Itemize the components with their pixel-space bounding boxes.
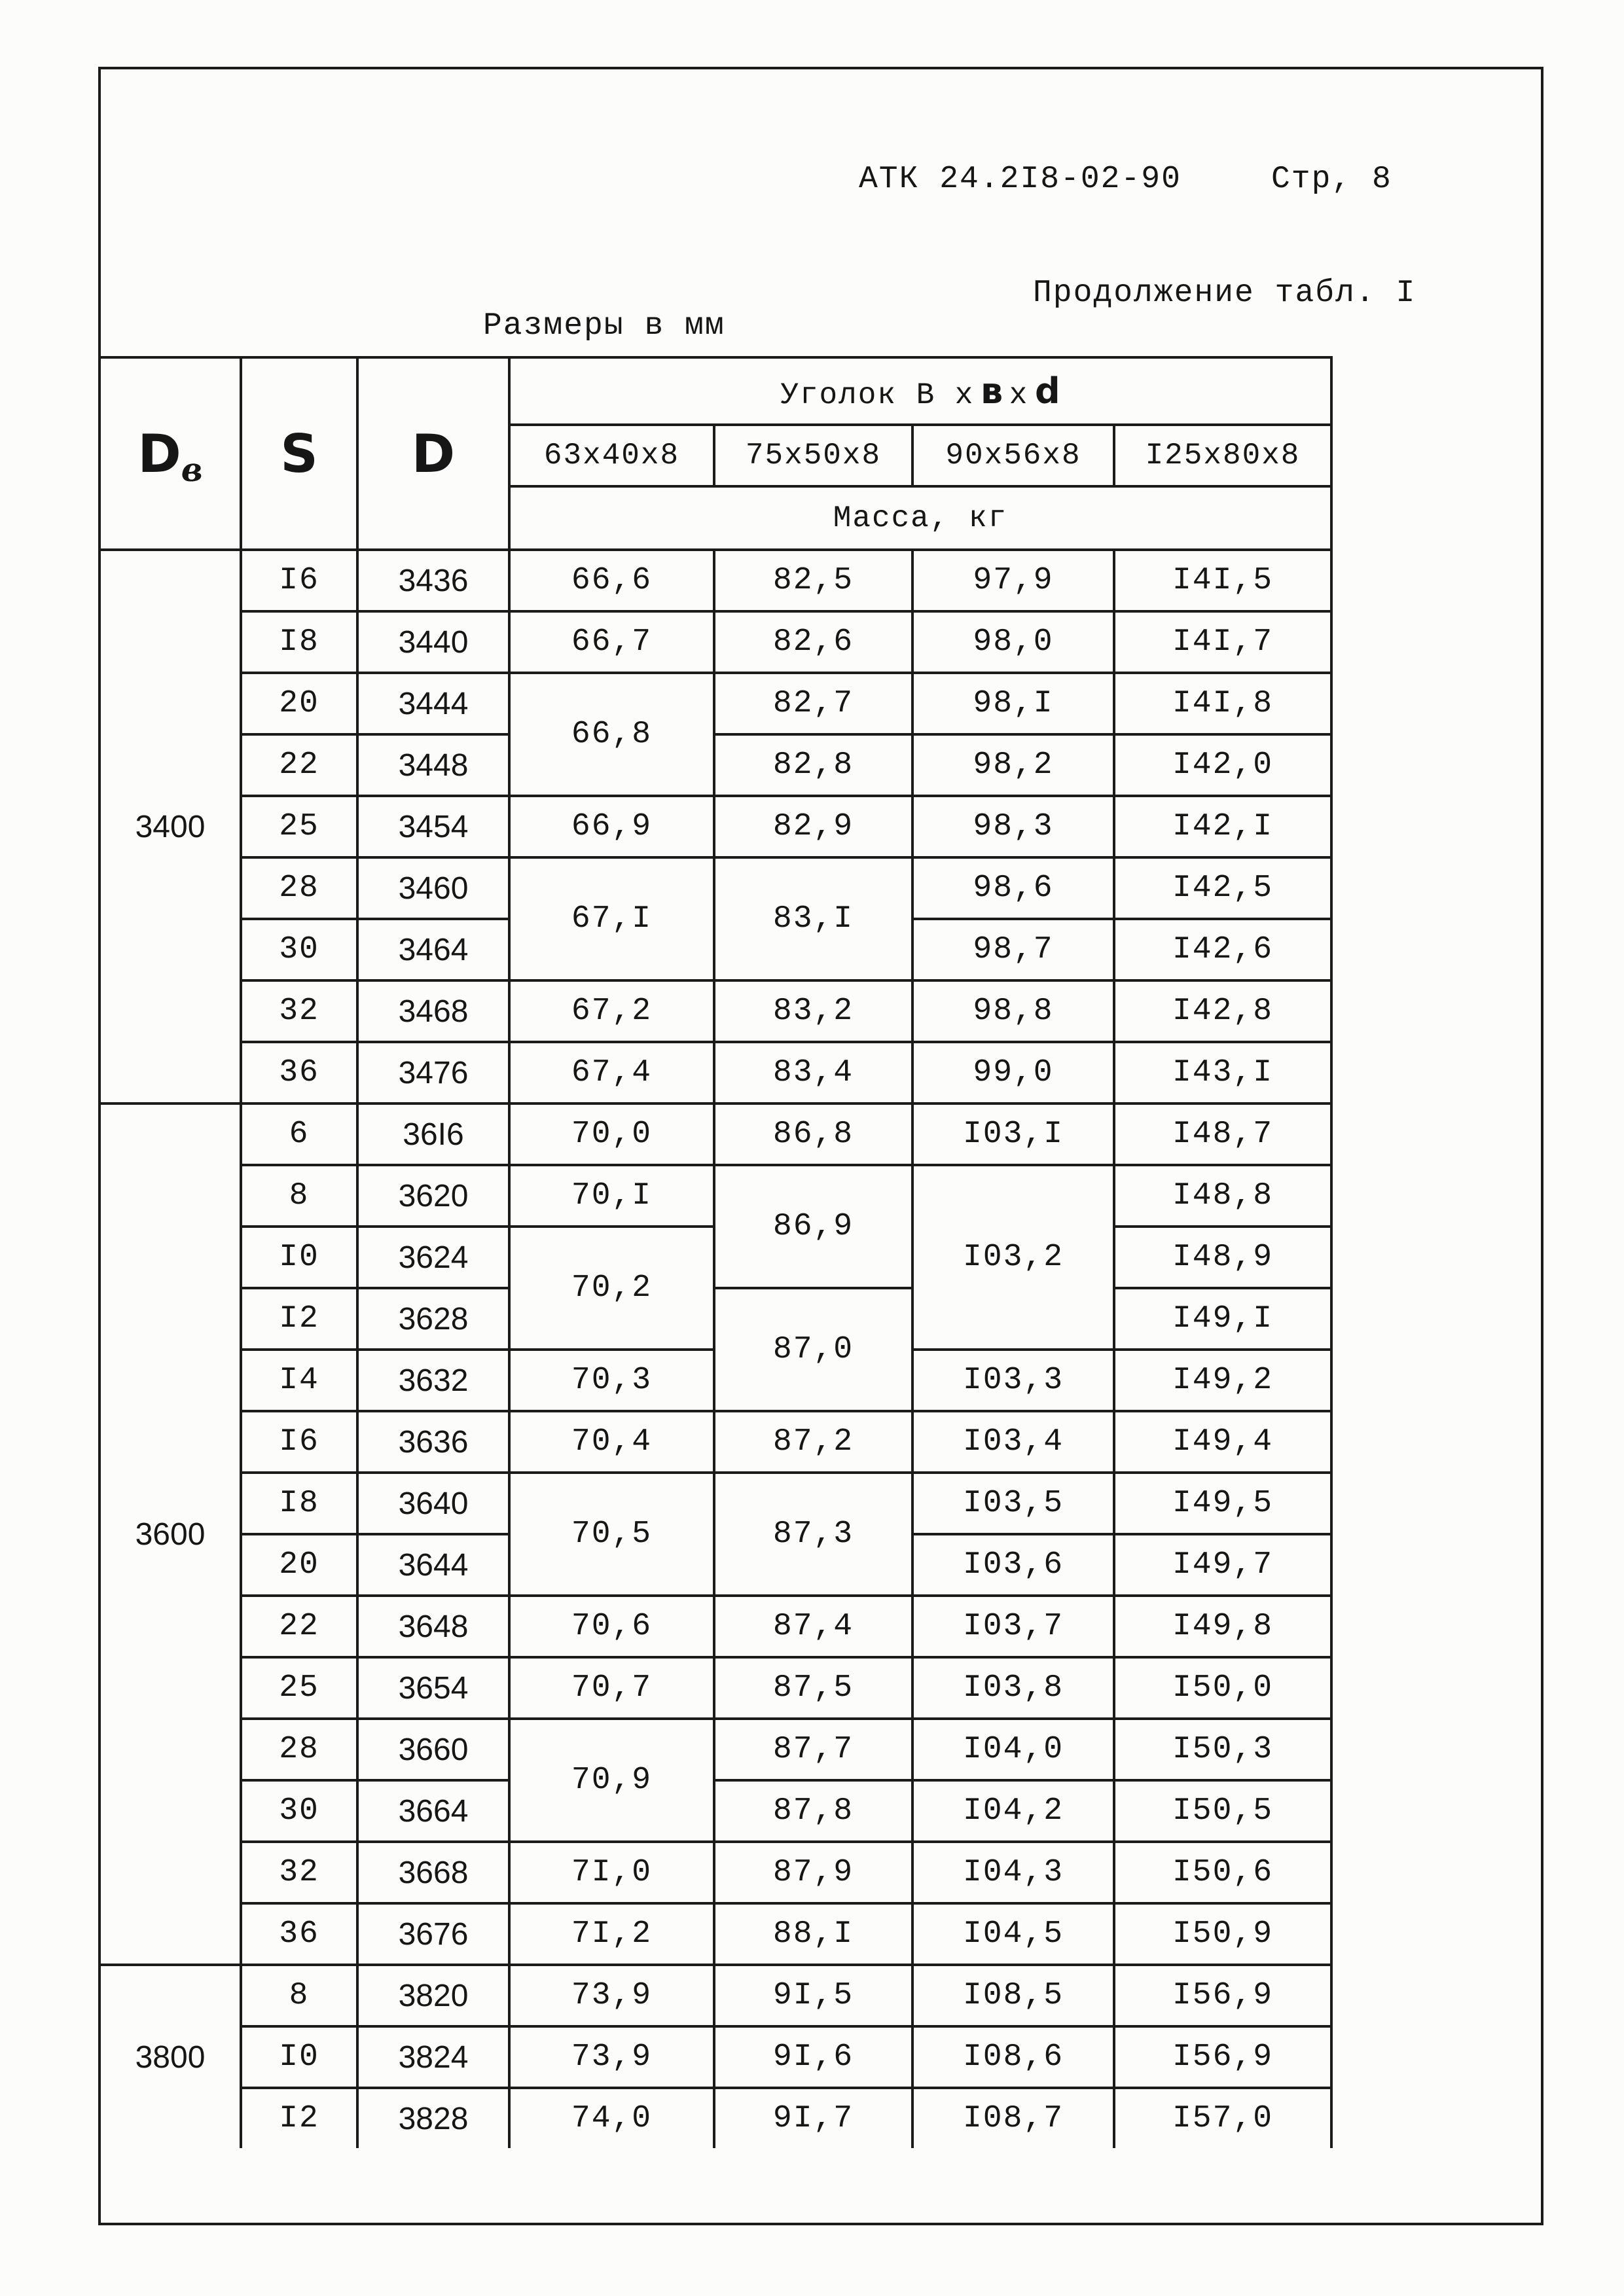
d-cell: 3624 [356,1225,508,1287]
mass-cell: 87,9 [713,1840,911,1902]
mass-cell: I50,6 [1113,1840,1333,1902]
page-number: Стр, 8 [1271,162,1392,197]
table-row [98,2087,1333,2148]
mass-cell: 70,I [508,1164,713,1225]
table-row [98,1041,1333,1102]
mass-cell: 9I,5 [713,1964,911,2025]
size-header: I25x80x8 [1113,423,1333,485]
mass-cell: 66,6 [508,548,713,610]
mass-cell: 98,0 [911,610,1113,672]
d-cell: 3820 [356,1964,508,2025]
mass-cell: 82,7 [713,672,911,733]
mass-cell: 7I,2 [508,1902,713,1964]
d-cell: 3644 [356,1533,508,1594]
mass-table [98,356,1333,2148]
mass-cell: 88,I [713,1902,911,1964]
d-cell: 3628 [356,1287,508,1348]
mass-cell: I08,5 [911,1964,1113,2025]
table-row [98,610,1333,672]
mass-cell: I48,9 [1113,1225,1333,1287]
table-row [98,1964,1333,2025]
mass-cell: 9I,6 [713,2025,911,2087]
dv-cell: 3600 [98,1102,240,1964]
mass-cell: I4I,7 [1113,610,1333,672]
mass-cell: 82,9 [713,795,911,856]
s-cell: I8 [240,610,356,672]
s-cell: I2 [240,1287,356,1348]
mass-cell: 98,6 [911,856,1113,918]
mass-label: Масса, кг [508,485,1333,548]
table-row [98,1779,1333,1840]
mass-cell: I42,5 [1113,856,1333,918]
s-cell: 8 [240,1964,356,2025]
mass-cell: I50,3 [1113,1717,1333,1779]
d-cell: 3824 [356,2025,508,2087]
s-cell: 36 [240,1041,356,1102]
s-cell: 36 [240,1902,356,1964]
s-cell: I4 [240,1348,356,1410]
s-cell: I6 [240,548,356,610]
mass-cell: 98,8 [911,979,1113,1041]
table-row [98,1102,1333,1164]
mass-cell: 87,2 [713,1410,911,1471]
mass-cell: 67,4 [508,1041,713,1102]
mass-cell: I42,6 [1113,918,1333,979]
mass-cell: 87,8 [713,1779,911,1840]
mass-cell: 83,4 [713,1041,911,1102]
header-row [98,356,1333,423]
mass-cell: I04,2 [911,1779,1113,1840]
mass-cell: 86,9 [713,1164,911,1287]
mass-cell: 83,2 [713,979,911,1041]
s-cell: I2 [240,2087,356,2148]
mass-cell: 82,5 [713,548,911,610]
s-cell: 20 [240,672,356,733]
s-cell: I6 [240,1410,356,1471]
mass-cell: 97,9 [911,548,1113,610]
mass-cell: 87,3 [713,1471,911,1594]
angle-title: Уголок В х [780,378,975,412]
table-row [98,1840,1333,1902]
mass-cell: I56,9 [1113,1964,1333,2025]
d-cell: 36I6 [356,1102,508,1164]
d-cell: 3632 [356,1348,508,1410]
mass-cell: 98,7 [911,918,1113,979]
mass-cell: I03,8 [911,1656,1113,1717]
mass-cell: 87,5 [713,1656,911,1717]
mass-cell: I03,4 [911,1410,1113,1471]
d-cell: 3620 [356,1164,508,1225]
mass-cell: I48,8 [1113,1164,1333,1225]
mass-cell: I42,0 [1113,733,1333,795]
d-cell: 3440 [356,610,508,672]
header-s [240,356,356,548]
d-cell: 3464 [356,918,508,979]
header-s-label: S [280,423,318,484]
s-cell: 22 [240,1594,356,1656]
mass-cell: I03,3 [911,1348,1113,1410]
table-row [98,1594,1333,1656]
angle-d: d [1035,370,1060,412]
d-cell: 3468 [356,979,508,1041]
s-cell: 30 [240,1779,356,1840]
d-cell: 3660 [356,1717,508,1779]
header-d-label: D [411,423,456,484]
mass-cell: I42,I [1113,795,1333,856]
header-dv [98,356,240,548]
d-cell: 3448 [356,733,508,795]
mass-cell: 70,0 [508,1102,713,1164]
d-cell: 3460 [356,856,508,918]
table-row [98,1287,1333,1348]
mass-cell: 7I,0 [508,1840,713,1902]
mass-cell: I49,8 [1113,1594,1333,1656]
mass-cell: 70,4 [508,1410,713,1471]
s-cell: 25 [240,1656,356,1717]
table-row [98,856,1333,918]
mass-cell: I56,9 [1113,2025,1333,2087]
mass-cell: I03,5 [911,1471,1113,1533]
mass-cell: 87,4 [713,1594,911,1656]
mass-cell: 98,2 [911,733,1113,795]
header-dv-main: D [137,423,181,484]
d-cell: 3676 [356,1902,508,1964]
mass-cell: 70,7 [508,1656,713,1717]
mass-cell: 70,5 [508,1471,713,1594]
s-cell: I0 [240,1225,356,1287]
header-d [356,356,508,548]
d-cell: 3828 [356,2087,508,2148]
mass-cell: 98,I [911,672,1113,733]
mass-cell: 70,9 [508,1717,713,1840]
mass-cell: 87,7 [713,1717,911,1779]
table-row [98,1164,1333,1225]
doc-code: АТК 24.2I8-02-90 [859,162,1182,197]
s-cell: 30 [240,918,356,979]
mass-cell: 67,I [508,856,713,979]
d-cell: 3436 [356,548,508,610]
d-cell: 3640 [356,1471,508,1533]
angle-b: в [981,370,1003,412]
d-cell: 3654 [356,1656,508,1717]
table-row [98,1656,1333,1717]
mass-cell: I4I,5 [1113,548,1333,610]
s-cell: 28 [240,856,356,918]
mass-cell: 9I,7 [713,2087,911,2148]
d-cell: 3648 [356,1594,508,1656]
d-cell: 3476 [356,1041,508,1102]
d-cell: 3636 [356,1410,508,1471]
mass-cell: 73,9 [508,2025,713,2087]
mass-cell: 74,0 [508,2087,713,2148]
table-row [98,1717,1333,1779]
mass-cell: I49,7 [1113,1533,1333,1594]
d-cell: 3668 [356,1840,508,1902]
mass-cell: I03,7 [911,1594,1113,1656]
table-body [98,548,1333,2148]
mass-cell: I04,3 [911,1840,1113,1902]
table-row [98,672,1333,733]
dv-cell: 3800 [98,1964,240,2148]
dv-cell: 3400 [98,548,240,1102]
mass-cell: I03,6 [911,1533,1113,1594]
mass-cell: I50,0 [1113,1656,1333,1717]
mass-cell: I04,0 [911,1717,1113,1779]
mass-cell: I04,5 [911,1902,1113,1964]
mass-cell: 66,7 [508,610,713,672]
mass-cell: I57,0 [1113,2087,1333,2148]
mass-cell: 70,3 [508,1348,713,1410]
s-cell: I0 [240,2025,356,2087]
mass-cell: 86,8 [713,1102,911,1164]
mass-cell: 82,8 [713,733,911,795]
table-row [98,1471,1333,1533]
mass-cell: 87,0 [713,1287,911,1410]
s-cell: 6 [240,1102,356,1164]
mass-cell: I49,2 [1113,1348,1333,1410]
mass-cell: 66,8 [508,672,713,795]
s-cell: 32 [240,979,356,1041]
table-row [98,733,1333,795]
mass-cell: 99,0 [911,1041,1113,1102]
mass-cell: I49,I [1113,1287,1333,1348]
mass-cell: I08,6 [911,2025,1113,2087]
table-row [98,2025,1333,2087]
table-row [98,795,1333,856]
mass-cell: 66,9 [508,795,713,856]
table-row [98,548,1333,610]
d-cell: 3454 [356,795,508,856]
mass-cell: I43,I [1113,1041,1333,1102]
mass-cell: 70,6 [508,1594,713,1656]
mass-cell: I03,2 [911,1164,1113,1348]
s-cell: 25 [240,795,356,856]
units-label: Размеры в мм [483,308,725,344]
mass-cell: I49,5 [1113,1471,1333,1533]
s-cell: 28 [240,1717,356,1779]
table-row [98,1902,1333,1964]
mass-cell: I48,7 [1113,1102,1333,1164]
s-cell: I8 [240,1471,356,1533]
mass-cell: I03,I [911,1102,1113,1164]
mass-cell: 83,I [713,856,911,979]
size-header: 75x50x8 [713,423,911,485]
mass-cell: I08,7 [911,2087,1113,2148]
mass-cell: I4I,8 [1113,672,1333,733]
table-row [98,979,1333,1041]
size-header: 63x40x8 [508,423,713,485]
s-cell: 20 [240,1533,356,1594]
s-cell: 8 [240,1164,356,1225]
mass-cell: I42,8 [1113,979,1333,1041]
mass-cell: I49,4 [1113,1410,1333,1471]
mass-cell: 98,3 [911,795,1113,856]
size-header: 90x56x8 [911,423,1113,485]
mass-cell: 70,2 [508,1225,713,1348]
d-cell: 3664 [356,1779,508,1840]
mass-cell: 82,6 [713,610,911,672]
d-cell: 3444 [356,672,508,733]
mass-cell: I50,9 [1113,1902,1333,1964]
mass-cell: I50,5 [1113,1779,1333,1840]
mass-cell: 67,2 [508,979,713,1041]
s-cell: 32 [240,1840,356,1902]
s-cell: 22 [240,733,356,795]
header-dv-sub: в [181,450,203,489]
mass-cell: 73,9 [508,1964,713,2025]
angle-header [508,356,1333,423]
table-row [98,1410,1333,1471]
continuation-label: Продолжение табл. I [1033,276,1416,311]
angle-x: х [1009,378,1029,412]
